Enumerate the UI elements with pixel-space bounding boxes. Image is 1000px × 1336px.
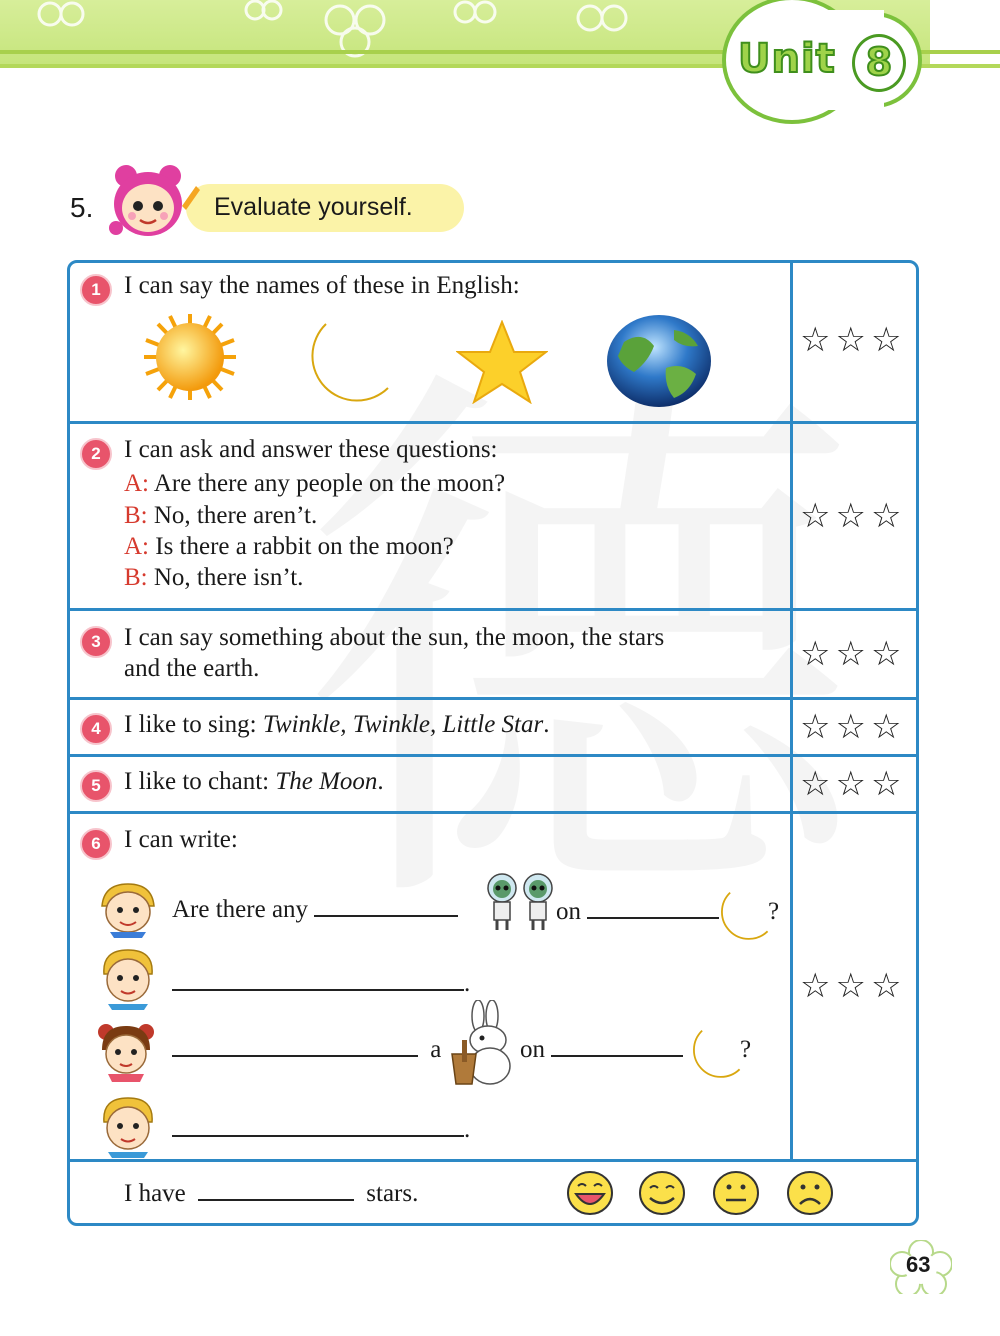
boy-avatar-icon	[96, 1094, 160, 1158]
earth-icon	[604, 312, 714, 410]
moon-icon	[712, 888, 770, 942]
sad-face-icon[interactable]	[786, 1170, 834, 1216]
moon-icon	[684, 1026, 742, 1080]
unit-label: Unit	[738, 36, 836, 82]
row-divider	[67, 608, 919, 611]
star-rating[interactable]: ☆☆☆	[800, 707, 907, 747]
answer-blank[interactable]	[551, 1055, 683, 1057]
item-number-badge: 5	[80, 770, 112, 802]
aliens-icon	[482, 870, 560, 932]
laughing-face-icon[interactable]	[566, 1170, 614, 1216]
item-number-badge: 6	[80, 828, 112, 860]
row-divider	[67, 754, 919, 757]
sun-icon	[140, 312, 240, 402]
answer-blank[interactable]	[172, 989, 464, 991]
dialogue-line: B: No, there aren’t.	[124, 502, 318, 529]
neutral-face-icon[interactable]	[712, 1170, 760, 1216]
row-divider	[67, 421, 919, 424]
item-number-badge: 4	[80, 713, 112, 745]
dialogue-line: A: Are there any people on the moon?	[124, 470, 506, 497]
row-divider	[67, 811, 919, 814]
row4-text: I like to sing: Twinkle, Twinkle, Little Star.	[124, 711, 550, 738]
row1-text: I can say the names of these in English:	[124, 272, 520, 299]
star-rating[interactable]: ☆☆☆	[800, 320, 907, 360]
boy-avatar-icon	[96, 880, 160, 938]
item-number-badge: 3	[80, 626, 112, 658]
page-number: 63	[906, 1252, 931, 1277]
item-number-badge: 2	[80, 438, 112, 470]
row-divider	[67, 1159, 919, 1162]
row-divider	[67, 697, 919, 700]
answer-blank[interactable]	[314, 915, 458, 917]
page-number-badge	[890, 1240, 952, 1294]
write-line-1-on: on	[556, 898, 719, 926]
write-line-3-on: on	[520, 1036, 683, 1064]
question-mark: ?	[768, 898, 780, 925]
dialogue-line: B: No, there isn’t.	[124, 564, 304, 591]
row2-text: I can ask and answer these questions:	[124, 436, 498, 463]
write-line-4: .	[172, 1116, 470, 1144]
answer-blank[interactable]	[587, 917, 719, 919]
section-title: Evaluate yourself.	[214, 193, 413, 221]
item-number-badge: 1	[80, 274, 112, 306]
question-mark: ?	[740, 1036, 752, 1063]
section-number: 5.	[70, 192, 94, 223]
write-line-3: a	[172, 1036, 441, 1064]
star-icon	[456, 320, 548, 404]
rabbit-icon	[448, 1000, 514, 1088]
answer-blank[interactable]	[172, 1055, 418, 1057]
row3-text-line2: and the earth.	[124, 655, 260, 682]
section-title-pill	[186, 184, 464, 232]
unit-number: 8	[852, 34, 906, 92]
column-divider	[790, 260, 793, 1160]
star-rating[interactable]: ☆☆☆	[800, 634, 907, 674]
stars-count-blank[interactable]	[198, 1199, 354, 1201]
smiling-face-icon[interactable]	[638, 1170, 686, 1216]
girl-avatar-icon	[94, 1020, 158, 1082]
moon-icon	[296, 318, 392, 404]
dialogue-line: A: Is there a rabbit on the moon?	[124, 533, 454, 560]
row6-text: I can write:	[124, 826, 238, 853]
write-line-2: .	[172, 970, 470, 998]
write-line-1: Are there any	[172, 896, 458, 924]
star-rating[interactable]: ☆☆☆	[800, 966, 907, 1006]
footer-text: I have stars.	[124, 1180, 419, 1207]
star-rating[interactable]: ☆☆☆	[800, 496, 907, 536]
boy-avatar-icon	[96, 946, 160, 1010]
row3-text-line1: I can say something about the sun, the moon, the stars	[124, 624, 665, 651]
row5-text: I like to chant: The Moon.	[124, 768, 384, 795]
answer-blank[interactable]	[172, 1135, 464, 1137]
girl-mascot-icon	[104, 162, 200, 242]
star-rating[interactable]: ☆☆☆	[800, 764, 907, 804]
